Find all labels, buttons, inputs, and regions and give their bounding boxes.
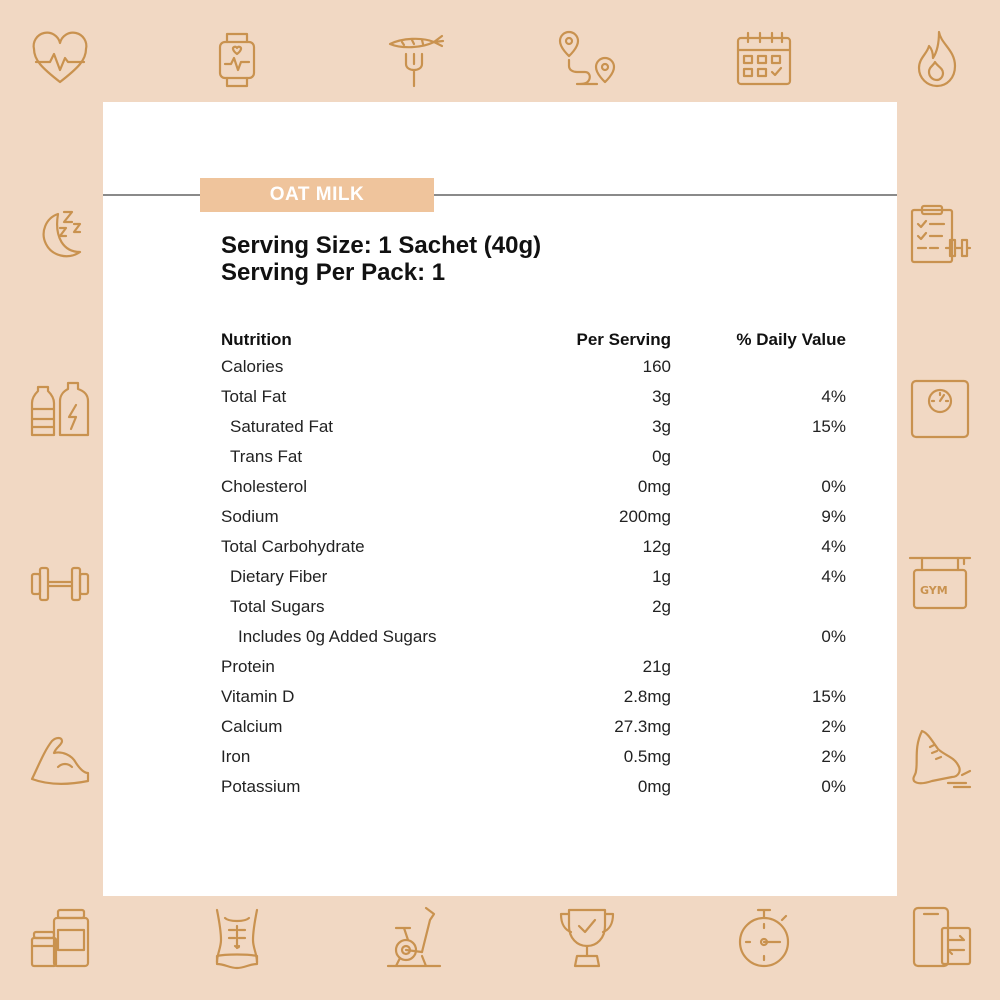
flame-icon (905, 28, 969, 92)
per-serving-value: 2g (652, 597, 671, 616)
nutrient-name: Includes 0g Added Sugars (238, 627, 437, 646)
route-map-icon (555, 28, 619, 92)
nutrient-name: Total Carbohydrate (221, 537, 365, 556)
table-row (221, 592, 846, 622)
clipboard-dumbbell-icon (908, 202, 972, 266)
bottles-icon (28, 377, 92, 441)
nutrient-name: Sodium (221, 507, 279, 526)
per-serving-value: 160 (642, 357, 671, 376)
per-serving-value: 12g (642, 537, 671, 556)
per-serving-value: 0mg (637, 477, 671, 496)
per-serving-value: 3g (652, 417, 671, 436)
per-serving-value: 3g (652, 387, 671, 406)
table-row (221, 472, 846, 502)
nutrient-name: Total Sugars (230, 597, 325, 616)
nutrient-name: Iron (221, 747, 251, 766)
phone-transfer-icon (908, 906, 972, 970)
table-row (221, 412, 846, 442)
daily-value: 0% (821, 477, 846, 496)
table-row (221, 352, 846, 382)
per-serving-value: 200mg (619, 507, 671, 526)
nutrient-name: Saturated Fat (230, 417, 334, 436)
header-daily-value: % Daily Value (736, 330, 846, 349)
daily-value: 9% (821, 507, 846, 526)
per-serving-value: 0.5mg (623, 747, 671, 766)
per-serving-value: 2.8mg (623, 687, 671, 706)
table-row (221, 712, 846, 742)
exercise-bike-icon (382, 906, 446, 970)
nutrient-name: Calcium (221, 717, 283, 736)
nutrient-name: Total Fat (221, 387, 287, 406)
trophy-icon (555, 906, 619, 970)
nutrition-card (103, 102, 897, 896)
sleep-moon-icon (28, 202, 92, 266)
serving-size: Serving Size: 1 Sachet (40g) (221, 232, 542, 259)
dumbbell-icon (28, 552, 92, 616)
nutrition-table (221, 328, 846, 802)
per-serving-value: 0mg (637, 777, 671, 796)
header-per-serving: Per Serving (576, 330, 671, 349)
table-row (221, 742, 846, 772)
nutrient-name: Potassium (221, 777, 301, 796)
product-label: OAT MILK (200, 178, 434, 212)
per-serving-value: 0g (652, 447, 671, 466)
gym-sign-icon (908, 552, 972, 616)
table-row (221, 652, 846, 682)
nutrient-name: Trans Fat (230, 447, 303, 466)
running-shoe-icon (908, 727, 972, 791)
table-body (221, 352, 846, 802)
header-nutrition: Nutrition (221, 330, 292, 349)
daily-value: 2% (821, 717, 846, 736)
calendar-icon (732, 28, 796, 92)
nutrient-name: Protein (221, 657, 275, 676)
table-row (221, 682, 846, 712)
carrot-fork-icon (382, 28, 446, 92)
torso-icon (205, 906, 269, 970)
table-row (221, 382, 846, 412)
per-serving-value: 27.3mg (614, 717, 671, 736)
heart-pulse-icon (28, 28, 92, 92)
gym-sign-text: GYM (920, 584, 948, 597)
table-row (221, 622, 846, 652)
stopwatch-icon (732, 906, 796, 970)
daily-value: 4% (821, 387, 846, 406)
per-serving-value: 21g (642, 657, 671, 676)
table-row (221, 562, 846, 592)
table-row (221, 442, 846, 472)
serving-info (221, 232, 541, 286)
daily-value: 2% (821, 747, 846, 766)
nutrient-name: Dietary Fiber (230, 567, 328, 586)
serving-per-pack: Serving Per Pack: 1 (221, 259, 446, 286)
daily-value: 15% (811, 417, 846, 436)
daily-value: 0% (821, 627, 846, 646)
nutrient-name: Vitamin D (221, 687, 295, 706)
smartwatch-icon (205, 28, 269, 92)
daily-value: 15% (811, 687, 846, 706)
table-row (221, 502, 846, 532)
daily-value: 4% (821, 537, 846, 556)
daily-value: 0% (821, 777, 846, 796)
daily-value: 4% (821, 567, 846, 586)
nutrient-name: Calories (221, 357, 284, 376)
nutrient-name: Cholesterol (221, 477, 307, 496)
per-serving-value: 1g (652, 567, 671, 586)
table-row (221, 532, 846, 562)
table-header (221, 328, 846, 352)
supplement-jars-icon (28, 906, 92, 970)
bicep-icon (28, 727, 92, 791)
table-row (221, 772, 846, 802)
scale-icon (908, 377, 972, 441)
